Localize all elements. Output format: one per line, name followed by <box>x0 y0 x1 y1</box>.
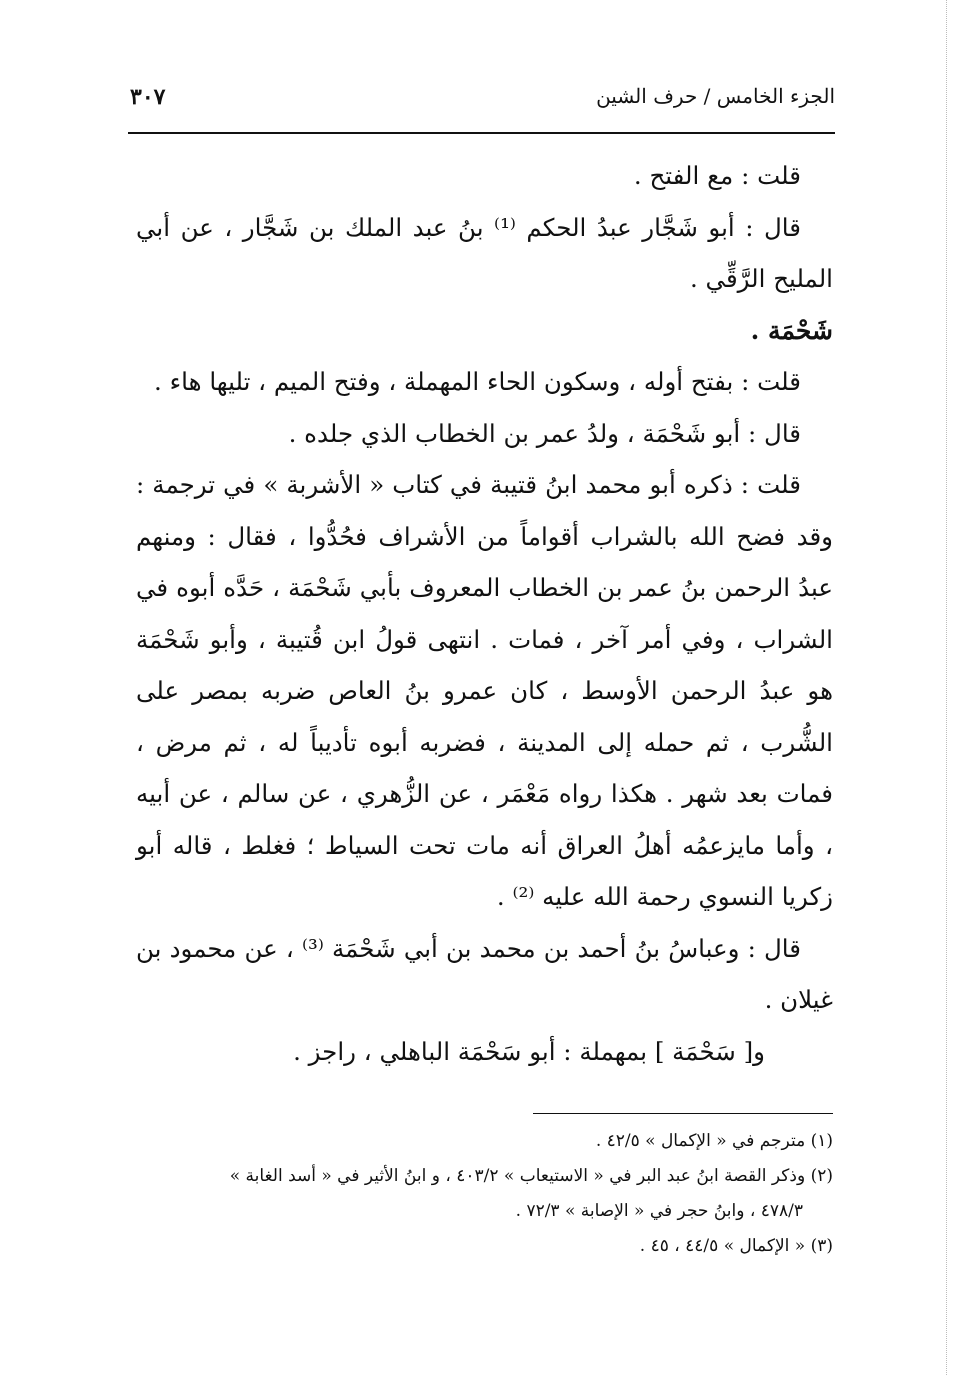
footnote-2-continued: ٤٧٨/٣ ، وابنُ حجر في « الإصابة » ٧٢/٣ . <box>515 1201 803 1221</box>
page-number: ٣٠٧ <box>130 84 166 110</box>
footnote-1: (١) مترجم في « الإكمال » ٤٢/٥ . <box>595 1131 833 1151</box>
paragraph: قال : أبو شَجَّار عبدُ الحكم ⁽¹⁾ بنُ عبد الملك بن شَجَّار ، عن أبي المليح الرَّقِّي . <box>136 212 833 293</box>
footnotes <box>136 1124 833 1264</box>
footnote-3: (٣) « الإكمال » ٤٤/٥ ، ٤٥ . <box>639 1236 833 1256</box>
paragraph: قلت : مع الفتح . <box>633 161 801 190</box>
main-text <box>136 150 833 1077</box>
entry-heading: شَحْمَة . <box>750 315 833 345</box>
paragraph: قال : وعباسُ بنُ أحمد بن محمد بن أبي شَحْمَة ⁽³⁾ ، عن محمود بن غيلان . <box>136 933 833 1014</box>
footnote-divider <box>533 1113 833 1114</box>
header-title: الجزء الخامس / حرف الشين <box>596 84 835 108</box>
paragraph: قلت : ذكره أبو محمد ابنُ قتيبة في كتاب « الأشربة » في ترجمة : وقد فضح الله بالشراب أقواماً من الأشراف فحُدُّوا ، فقال : ومنهم عبدُ الرحمن بنُ عمر بن الخطاب المعروف بأبي شَحْمَة ، حَدَّه أبوه في الشراب ، وفي أمر آخر ، فمات . انتهى قولُ ابن قُتيبة ، وأبو شَحْمَة هو عبدُ الرحمن الأوسط ، كان عمرو بنُ العاص ضربه بمصر على الشُّرب ، ثم حمله إلى المدينة ، فضربه أبوه تأديباً له ، ثم مرض ، فمات بعد شهر . هكذا رواه مَعْمَر ، عن الزُّهري ، عن سالم ، عن أبيه ، وأما مايزعمُه أهلُ العراق أنه مات تحت السياط ؛ فغلط ، قاله أبو زكريا النسوي رحمة الله عليه ⁽²⁾ . <box>136 470 833 911</box>
paragraph: قال : أبو شَحْمَة ، ولدُ عمر بن الخطاب الذي جلده . <box>288 418 801 448</box>
paragraph: قلت : بفتح أوله ، وسكون الحاء المهملة ، وفتح الميم ، تليها هاء . <box>154 367 801 396</box>
running-header <box>130 84 835 124</box>
paragraph: و[ سَحْمَة ] بمهملة : أبو سَحْمَة الباهلي ، راجز . <box>293 1036 765 1066</box>
header-divider <box>128 132 835 134</box>
page-edge-dotted-line <box>946 0 947 1375</box>
footnote-2: (٢) وذكر القصة ابنُ عبد البر في « الاستيعاب » ٤٠٣/٢ ، و ابنُ الأثير في « أسد الغابة » <box>229 1166 833 1186</box>
